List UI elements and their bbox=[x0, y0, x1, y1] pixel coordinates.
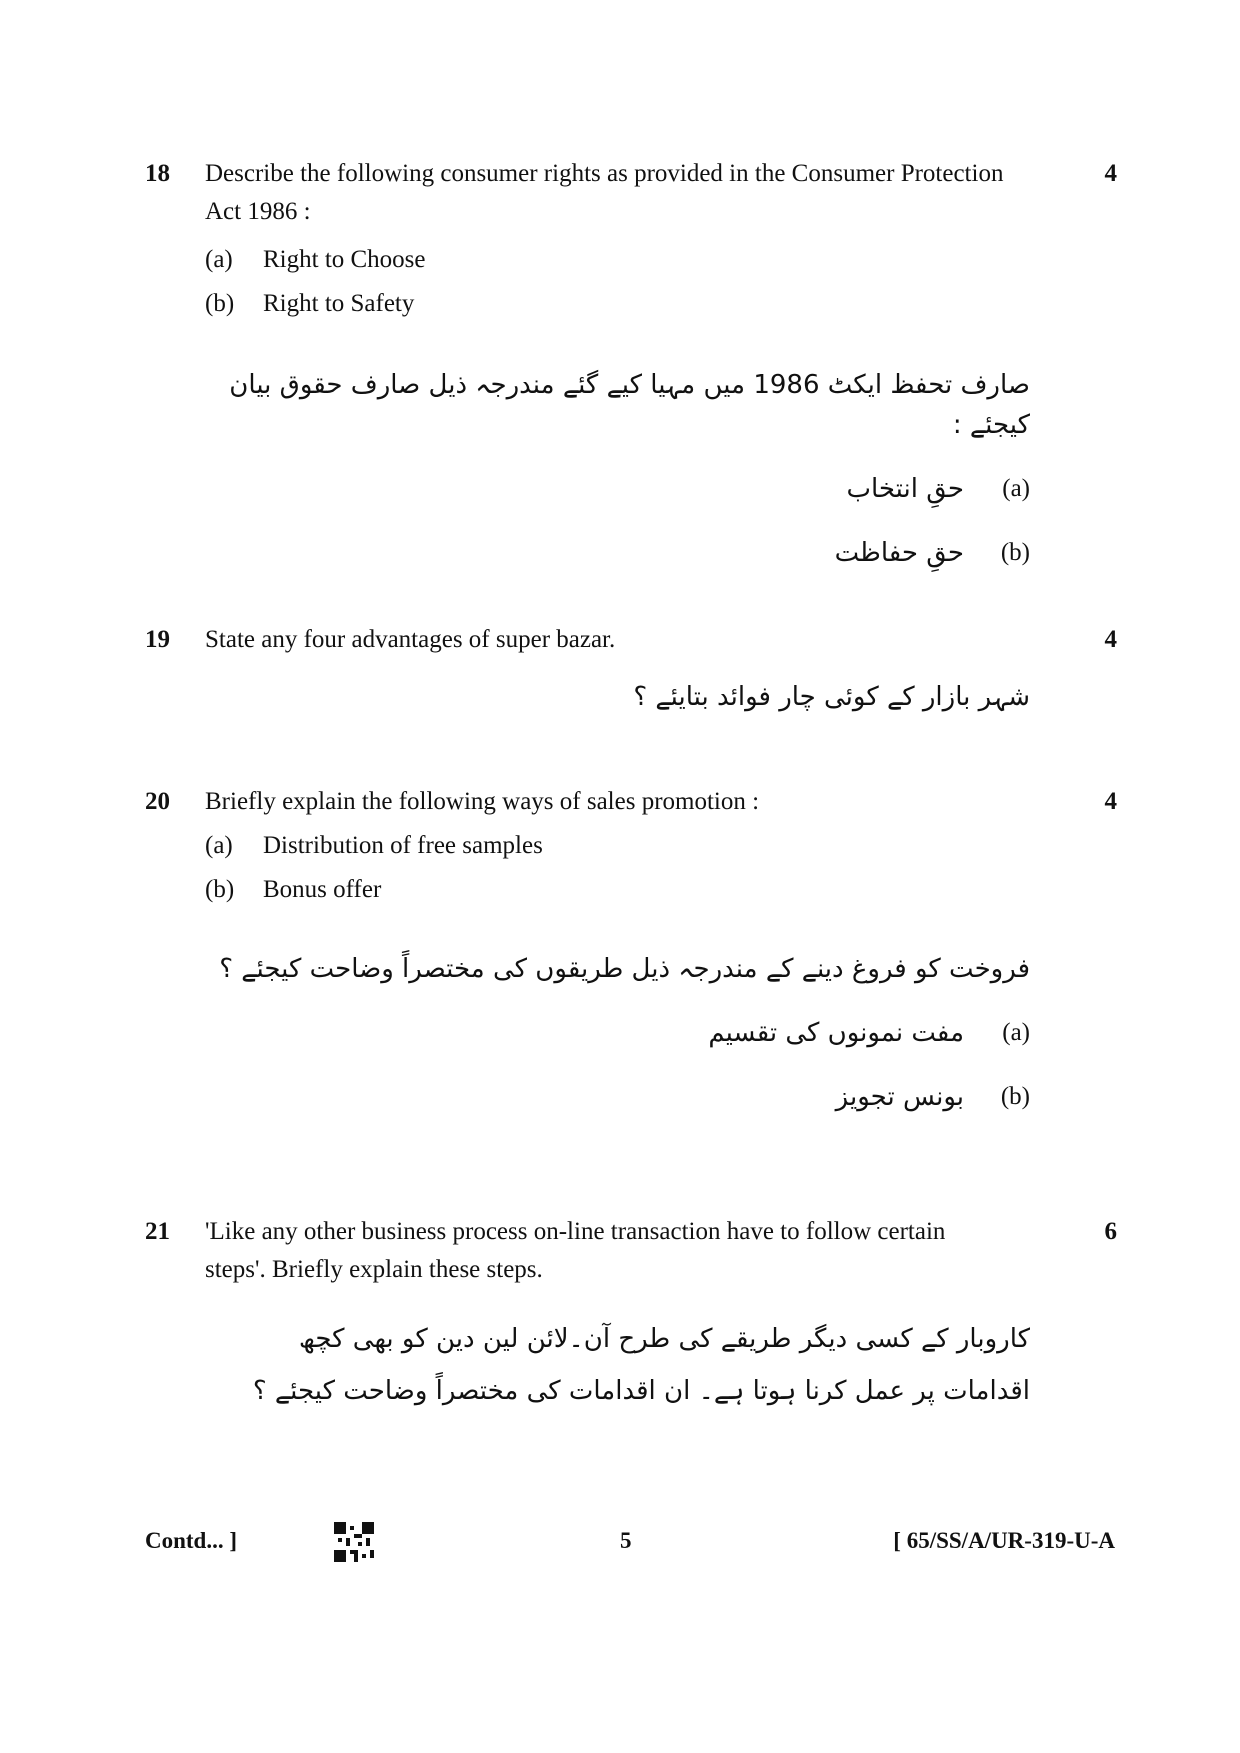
option-label: (b) bbox=[205, 290, 235, 317]
option-label: (a) bbox=[205, 832, 233, 859]
question-urdu-text: کاروبار کے کسی دیگر طریقے کی طرح آن۔لائن لین دین کو بھی کچھ اقدامات پر عمل کرنا ہوتا ہے۔ ان اقدامات کی مختصراً وضاحت کیجئے ؟ bbox=[252, 1324, 1030, 1406]
option-b bbox=[205, 285, 1005, 323]
page-number: 5 bbox=[620, 1528, 632, 1553]
option-text: Right to Choose bbox=[263, 246, 426, 273]
question-english-text: Describe the following consumer rights as provided in the Consumer Protection Act 1986 : bbox=[205, 160, 1004, 225]
question-english-text: State any four advantages of super bazar. bbox=[205, 626, 616, 653]
question-number: 20 bbox=[145, 788, 170, 815]
urdu-option-label: (b) bbox=[1000, 1083, 1030, 1110]
question-21 bbox=[145, 1213, 1125, 1417]
question-text bbox=[205, 783, 1005, 909]
urdu-option-label: (b) bbox=[1000, 539, 1030, 566]
paper-code: [ 65/SS/A/UR-319-U-A bbox=[893, 1528, 1115, 1553]
urdu-question-line: فروخت کو فروغ دینے کے مندرجہ ذیل طریقوں کی مختصراً وضاحت کیجئے ؟ bbox=[219, 954, 1030, 984]
question-urdu-text bbox=[205, 365, 1030, 573]
page-footer bbox=[0, 1528, 1240, 1568]
question-number: 18 bbox=[145, 160, 170, 187]
question-19 bbox=[145, 621, 1125, 717]
urdu-option-b bbox=[205, 533, 1030, 573]
qr-code-icon bbox=[334, 1522, 374, 1562]
continued-label: Contd... ] bbox=[145, 1528, 238, 1553]
question-marks: 4 bbox=[1104, 626, 1117, 653]
urdu-question-line: صارف تحفظ ایکٹ 1986 میں مہیا کیے گئے مندرجہ ذیل صارف حقوق بیان کیجئے : bbox=[229, 370, 1030, 440]
question-number: 21 bbox=[145, 1218, 170, 1245]
urdu-option-text: حقِ حفاظت bbox=[834, 538, 964, 568]
urdu-option-a bbox=[205, 469, 1030, 509]
option-a bbox=[205, 827, 1005, 865]
urdu-option-text: بونس تجویز bbox=[835, 1082, 964, 1112]
question-english-text: 'Like any other business process on-line transaction have to follow certain steps'. Briefly explain these steps. bbox=[205, 1218, 946, 1283]
urdu-option-text: مفت نمونوں کی تقسیم bbox=[708, 1018, 964, 1048]
urdu-option-text: حقِ انتخاب bbox=[846, 474, 964, 504]
question-english-text: Briefly explain the following ways of sales promotion : bbox=[205, 788, 760, 815]
question-text bbox=[205, 155, 1005, 323]
option-label: (b) bbox=[205, 876, 235, 903]
urdu-option-label: (a) bbox=[1002, 475, 1030, 502]
question-marks: 6 bbox=[1104, 1218, 1117, 1245]
question-urdu-text bbox=[205, 949, 1030, 1117]
option-label: (a) bbox=[205, 246, 233, 273]
question-number: 19 bbox=[145, 626, 170, 653]
urdu-option-b bbox=[205, 1077, 1030, 1117]
question-marks: 4 bbox=[1104, 160, 1117, 187]
option-text: Bonus offer bbox=[263, 876, 382, 903]
option-text: Right to Safety bbox=[263, 290, 415, 317]
urdu-option-label: (a) bbox=[1002, 1019, 1030, 1046]
question-20 bbox=[145, 783, 1125, 1117]
option-text: Distribution of free samples bbox=[263, 832, 543, 859]
question-urdu-text: شہر بازار کے کوئی چار فوائد بتایئے ؟ bbox=[633, 682, 1030, 712]
question-marks: 4 bbox=[1104, 788, 1117, 815]
option-b bbox=[205, 871, 1005, 909]
option-a bbox=[205, 241, 1005, 279]
question-18 bbox=[145, 155, 1125, 573]
urdu-option-a bbox=[205, 1013, 1030, 1053]
